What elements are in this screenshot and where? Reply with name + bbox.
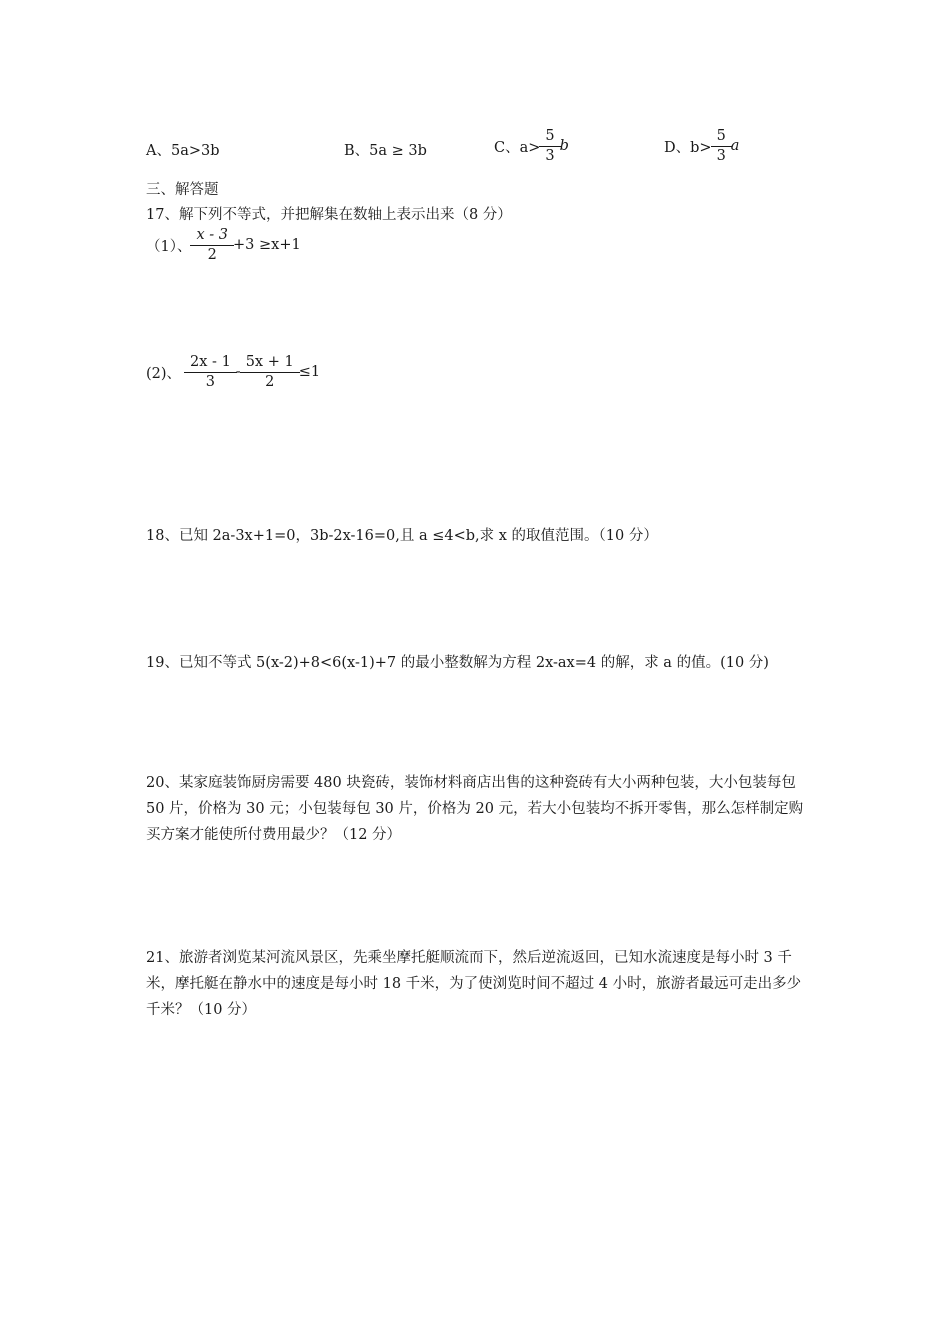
option-c-prefix: C、a>	[494, 139, 541, 156]
option-d-prefix: D、b>	[664, 139, 712, 156]
option-d-numerator: 5	[716, 128, 726, 144]
q17-part2-f1-numerator: 2x - 1	[190, 354, 231, 370]
option-a	[146, 139, 220, 160]
option-d-variable: a	[730, 138, 740, 155]
option-b	[344, 139, 427, 160]
q17-part1-rest: +3 ≥x+1	[233, 237, 301, 254]
option-d-fraction	[714, 128, 729, 164]
q17-part2-minus: -	[235, 364, 241, 381]
q17-part2-fraction-2	[243, 354, 297, 390]
q17-part2-fraction-1	[187, 354, 234, 390]
option-c-variable: b	[559, 138, 569, 155]
option-c-numerator: 5	[545, 128, 555, 144]
option-d	[664, 128, 739, 164]
q19-text: 19、已知不等式 5(x-2)+8<6(x-1)+7 的最小整数解为方程 2x-ax=4 的解，求 a 的值。(10 分)	[146, 655, 769, 671]
q18-text: 18、已知 2a-3x+1=0，3b-2x-16=0,且 a ≤4<b,求 x 的取值范围。（10 分）	[146, 528, 658, 544]
q17-part2-f2-denominator: 2	[240, 372, 300, 391]
option-d-denominator: 3	[711, 146, 732, 165]
q17-part1	[146, 227, 301, 263]
q20-text: 20、某家庭装饰厨房需要 480 块瓷砖，装饰材料商店出售的这种瓷砖有大小两种包装，大小包装每包 50 片，价格为 30 元；小包装每包 30 片，价格为 20 元，若大小包装均不拆开零售，那么怎样制定购买方案才能使所付费用最少？（12 分）	[146, 775, 804, 843]
q17-part2-label: (2)、	[146, 365, 182, 382]
option-b-text: B、5a ≥ 3b	[344, 143, 427, 159]
option-a-text: A、5a>3b	[146, 143, 220, 159]
q17-part2-f1-denominator: 3	[184, 372, 237, 391]
q17-part1-numerator: x - 3	[196, 227, 229, 243]
q17-part1-fraction	[193, 227, 231, 263]
q21-text: 21、旅游者浏览某河流风景区，先乘坐摩托艇顺流而下，然后逆流返回，已知水流速度是每小时 3 千米，摩托艇在静水中的速度是每小时 18 千米，为了使浏览时间不超过 4 小时，旅游者最远可走出多少千米？（10 分）	[146, 950, 802, 1018]
q17-part1-label: （1）、	[146, 238, 192, 255]
option-c	[494, 128, 569, 164]
option-c-denominator: 3	[539, 146, 560, 165]
section-title: 三、解答题	[146, 182, 219, 198]
q17-part2-f2-numerator: 5x + 1	[245, 354, 294, 370]
q17-part2	[146, 354, 320, 390]
option-c-fraction	[542, 128, 557, 164]
q17-part2-rest: ≤1	[298, 364, 321, 381]
q17-part1-denominator: 2	[190, 245, 234, 264]
q17-stem: 17、解下列不等式，并把解集在数轴上表示出来（8 分）	[146, 207, 512, 223]
